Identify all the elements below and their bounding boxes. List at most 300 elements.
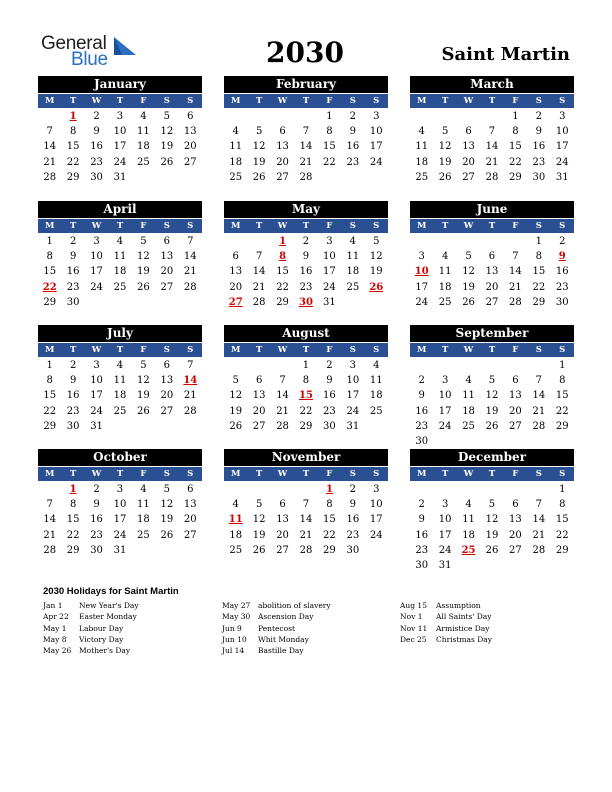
- empty-day-cell: [457, 109, 480, 124]
- weekday-label: W: [277, 96, 288, 106]
- country-name: Saint Martin: [441, 44, 570, 65]
- empty-day-cell: [38, 109, 61, 124]
- day-cell: 9: [418, 390, 425, 402]
- day-cell: 21: [485, 156, 499, 168]
- holiday-entry: [222, 601, 331, 612]
- day-cell: 12: [137, 375, 150, 387]
- holiday-day-cell: 1: [279, 236, 287, 247]
- empty-day-cell: [224, 482, 247, 497]
- month-july: [38, 325, 202, 434]
- day-cell: 13: [276, 141, 289, 153]
- empty-day-cell: [247, 234, 270, 249]
- day-cell: 30: [555, 296, 569, 308]
- weekday-label: F: [140, 221, 147, 231]
- day-cell: 21: [276, 405, 289, 417]
- day-cell: 4: [116, 360, 124, 371]
- day-cell: 2: [559, 236, 566, 247]
- weekday-label: T: [116, 96, 124, 106]
- day-cell: 23: [346, 529, 360, 541]
- day-cell: 2: [93, 484, 100, 495]
- holiday-day-cell: 15: [299, 390, 313, 402]
- day-cell: 15: [276, 266, 289, 278]
- empty-day-cell: [224, 109, 247, 124]
- day-cell: 14: [532, 514, 546, 526]
- day-cell: 24: [90, 281, 103, 293]
- holidays-column: [222, 601, 331, 657]
- weekday-label: W: [277, 345, 288, 355]
- holiday-entry: [222, 624, 331, 635]
- weekday-label: S: [163, 221, 170, 231]
- month-title: January: [38, 76, 202, 93]
- day-cell: 22: [509, 156, 522, 168]
- day-cell: 14: [485, 141, 499, 153]
- holiday-day-cell: 30: [299, 296, 313, 308]
- day-cell: 2: [418, 375, 425, 387]
- day-cell: 30: [66, 420, 80, 432]
- day-cell: 20: [462, 156, 475, 168]
- day-cell: 14: [509, 266, 522, 278]
- day-cell: 18: [462, 529, 475, 541]
- day-cell: 28: [276, 420, 289, 432]
- empty-day-cell: [480, 234, 503, 249]
- month-title: October: [38, 449, 202, 466]
- day-cell: 31: [438, 559, 452, 571]
- weekday-label: T: [441, 345, 449, 355]
- day-cell: 19: [252, 529, 266, 541]
- day-cell: 23: [415, 544, 429, 556]
- day-cell: 19: [137, 390, 150, 402]
- day-cell: 17: [90, 390, 103, 402]
- day-cell: 17: [369, 141, 383, 153]
- day-cell: 6: [163, 236, 171, 247]
- day-cell: 3: [373, 111, 380, 122]
- day-cell: 29: [299, 420, 313, 432]
- day-cell: 13: [485, 266, 499, 278]
- day-cell: 9: [69, 251, 77, 263]
- day-cell: 29: [276, 296, 289, 308]
- day-cell: 25: [462, 420, 475, 432]
- weekday-label: T: [302, 469, 310, 479]
- weekday-label: T: [116, 345, 124, 355]
- weekday-label: S: [559, 345, 566, 355]
- weekday-label: S: [349, 96, 356, 106]
- day-cell: 13: [183, 499, 197, 511]
- day-cell: 23: [90, 156, 103, 168]
- day-cell: 7: [46, 499, 53, 511]
- day-cell: 29: [555, 544, 569, 556]
- weekday-header: [410, 219, 574, 233]
- day-cell: 26: [485, 420, 499, 432]
- empty-day-cell: [457, 358, 480, 373]
- day-cell: 24: [113, 529, 127, 541]
- day-cell: 30: [346, 544, 360, 556]
- holiday-entry: [222, 635, 331, 646]
- day-cell: 21: [183, 390, 197, 402]
- day-cell: 5: [163, 484, 171, 495]
- weekday-label: W: [463, 345, 474, 355]
- day-cell: 27: [160, 405, 174, 417]
- day-cell: 19: [137, 266, 150, 278]
- day-cell: 9: [93, 126, 100, 138]
- day-cell: 17: [113, 141, 127, 153]
- day-cell: 26: [137, 281, 150, 293]
- empty-day-cell: [433, 234, 456, 249]
- weekday-label: F: [512, 221, 519, 231]
- day-cell: 23: [532, 156, 546, 168]
- holiday-name: Bastille Day: [258, 646, 304, 656]
- day-cell: 28: [532, 420, 546, 432]
- day-cell: 21: [299, 156, 313, 168]
- day-cell: 15: [66, 141, 80, 153]
- day-cell: 28: [183, 281, 197, 293]
- weekday-label: M: [417, 469, 427, 479]
- weekday-label: S: [559, 469, 566, 479]
- holiday-day-cell: 27: [228, 296, 243, 308]
- day-cell: 4: [373, 360, 380, 371]
- holiday-day-cell: 14: [183, 375, 198, 387]
- day-cell: 10: [438, 390, 452, 402]
- day-cell: 18: [415, 156, 429, 168]
- weekday-label: S: [163, 96, 170, 106]
- day-cell: 22: [323, 529, 336, 541]
- calendar-year: 2030: [266, 36, 344, 69]
- day-cell: 26: [252, 544, 266, 556]
- day-cell: 3: [441, 499, 449, 511]
- day-cell: 29: [43, 296, 57, 308]
- day-cell: 20: [183, 514, 197, 526]
- day-cell: 31: [113, 544, 127, 556]
- day-cell: 14: [183, 251, 197, 263]
- day-cell: 22: [555, 405, 569, 417]
- day-cell: 12: [160, 126, 174, 138]
- day-cell: 6: [232, 251, 239, 263]
- day-cell: 18: [369, 390, 383, 402]
- day-cell: 8: [535, 251, 543, 263]
- holiday-entry: [222, 646, 331, 657]
- empty-day-cell: [480, 482, 503, 497]
- day-cell: 24: [346, 405, 360, 417]
- holiday-date: Apr 22: [43, 612, 69, 622]
- holidays-title: 2030 Holidays for Saint Martin: [43, 586, 179, 597]
- day-cell: 29: [66, 544, 80, 556]
- day-cell: 8: [326, 499, 333, 511]
- weekday-label: W: [463, 96, 474, 106]
- empty-day-cell: [247, 109, 270, 124]
- empty-day-cell: [410, 109, 433, 124]
- day-cell: 23: [323, 405, 336, 417]
- day-cell: 13: [183, 126, 197, 138]
- day-grid: [410, 358, 574, 449]
- day-cell: 16: [66, 266, 80, 278]
- day-cell: 21: [43, 529, 57, 541]
- day-grid: [38, 109, 202, 185]
- day-cell: 18: [346, 266, 360, 278]
- day-cell: 7: [187, 236, 194, 247]
- day-cell: 2: [326, 360, 333, 371]
- day-cell: 2: [93, 111, 100, 122]
- holiday-day-cell: 1: [69, 111, 77, 122]
- weekday-label: T: [302, 221, 310, 231]
- holiday-day-cell: 25: [461, 544, 476, 556]
- day-cell: 3: [373, 484, 380, 495]
- day-cell: 18: [229, 156, 243, 168]
- day-cell: 1: [46, 236, 53, 247]
- day-cell: 6: [488, 251, 496, 263]
- day-cell: 12: [438, 141, 452, 153]
- day-cell: 29: [509, 171, 522, 183]
- day-cell: 14: [43, 141, 57, 153]
- empty-day-cell: [247, 482, 270, 497]
- weekday-label: W: [463, 221, 474, 231]
- day-cell: 28: [43, 544, 57, 556]
- day-cell: 17: [438, 405, 452, 417]
- day-cell: 9: [349, 126, 357, 138]
- weekday-label: F: [326, 345, 333, 355]
- holiday-date: Aug 15: [400, 601, 427, 610]
- day-cell: 4: [418, 126, 425, 138]
- weekday-label: W: [91, 221, 102, 231]
- day-cell: 24: [438, 420, 452, 432]
- holiday-name: Whit Monday: [258, 634, 309, 644]
- empty-day-cell: [504, 234, 527, 249]
- day-cell: 2: [302, 236, 310, 247]
- day-cell: 10: [323, 251, 336, 263]
- day-cell: 7: [302, 126, 310, 138]
- day-cell: 4: [349, 236, 357, 247]
- day-cell: 19: [485, 529, 499, 541]
- day-cell: 22: [299, 405, 313, 417]
- day-cell: 25: [137, 156, 150, 168]
- day-cell: 6: [163, 360, 171, 371]
- day-cell: 20: [509, 529, 522, 541]
- day-cell: 16: [66, 390, 80, 402]
- day-cell: 13: [252, 390, 266, 402]
- day-cell: 28: [485, 171, 499, 183]
- holiday-date: Jul 14: [222, 646, 245, 656]
- day-cell: 14: [276, 390, 289, 402]
- weekday-label: T: [69, 469, 77, 479]
- weekday-label: F: [140, 345, 147, 355]
- day-cell: 8: [559, 499, 566, 511]
- day-cell: 24: [369, 156, 383, 168]
- day-cell: 30: [415, 435, 429, 447]
- day-cell: 13: [229, 266, 243, 278]
- weekday-label: S: [373, 221, 380, 231]
- weekday-label: M: [231, 345, 241, 355]
- day-grid: [410, 234, 574, 310]
- day-cell: 25: [137, 529, 150, 541]
- weekday-label: S: [349, 469, 356, 479]
- empty-day-cell: [527, 482, 550, 497]
- day-cell: 28: [509, 296, 522, 308]
- day-cell: 31: [346, 420, 360, 432]
- month-november: [224, 449, 388, 558]
- day-cell: 6: [465, 126, 472, 138]
- day-cell: 23: [299, 281, 313, 293]
- day-cell: 11: [415, 141, 429, 153]
- day-cell: 17: [346, 390, 360, 402]
- day-cell: 11: [438, 266, 452, 278]
- day-cell: 16: [299, 266, 313, 278]
- day-cell: 30: [90, 544, 103, 556]
- weekday-label: W: [91, 469, 102, 479]
- day-cell: 1: [512, 111, 519, 122]
- empty-day-cell: [480, 109, 503, 124]
- day-cell: 20: [485, 281, 499, 293]
- day-cell: 14: [43, 514, 57, 526]
- weekday-label: S: [535, 221, 542, 231]
- day-cell: 15: [323, 514, 336, 526]
- day-cell: 20: [160, 266, 174, 278]
- day-cell: 10: [346, 375, 360, 387]
- weekday-label: T: [441, 221, 449, 231]
- day-cell: 2: [349, 111, 357, 122]
- weekday-label: M: [231, 221, 241, 231]
- day-cell: 3: [349, 360, 357, 371]
- day-cell: 9: [93, 499, 100, 511]
- day-cell: 26: [485, 544, 499, 556]
- day-cell: 7: [255, 251, 263, 263]
- month-title: September: [410, 325, 574, 342]
- day-cell: 6: [512, 499, 519, 511]
- day-cell: 8: [302, 375, 310, 387]
- empty-day-cell: [457, 482, 480, 497]
- holiday-name: All Saints' Day: [436, 612, 492, 622]
- day-cell: 2: [69, 236, 77, 247]
- holiday-date: Jun 9: [222, 623, 242, 633]
- day-cell: 29: [43, 420, 57, 432]
- day-cell: 10: [369, 126, 383, 138]
- day-grid: [38, 234, 202, 310]
- holiday-name: Mother's Day: [79, 646, 131, 656]
- holiday-date: Nov 11: [400, 623, 428, 633]
- day-cell: 15: [66, 514, 80, 526]
- day-cell: 10: [90, 375, 103, 387]
- day-grid: [224, 234, 388, 310]
- day-cell: 26: [462, 296, 475, 308]
- day-cell: 6: [512, 375, 519, 387]
- holiday-entry: [400, 601, 492, 612]
- day-cell: 27: [183, 156, 197, 168]
- weekday-label: S: [535, 345, 542, 355]
- month-title: February: [224, 76, 388, 93]
- month-title: May: [224, 201, 388, 218]
- month-title: April: [38, 201, 202, 218]
- day-cell: 10: [369, 499, 383, 511]
- day-cell: 24: [555, 156, 569, 168]
- day-grid: [38, 482, 202, 558]
- day-cell: 16: [90, 514, 103, 526]
- holiday-day-cell: 8: [279, 251, 287, 263]
- day-cell: 25: [415, 171, 429, 183]
- day-cell: 5: [255, 126, 263, 138]
- day-cell: 13: [462, 141, 475, 153]
- day-cell: 12: [252, 514, 266, 526]
- holiday-date: May 1: [43, 623, 67, 633]
- day-cell: 27: [485, 296, 499, 308]
- day-cell: 1: [559, 360, 566, 371]
- weekday-label: T: [488, 345, 496, 355]
- day-cell: 20: [160, 390, 174, 402]
- holidays-column: [400, 601, 492, 646]
- day-cell: 16: [415, 529, 429, 541]
- day-cell: 16: [323, 390, 336, 402]
- generalblue-logo: [41, 33, 141, 69]
- day-cell: 22: [555, 529, 569, 541]
- day-cell: 26: [137, 405, 150, 417]
- day-cell: 20: [252, 405, 266, 417]
- day-cell: 25: [113, 281, 127, 293]
- weekday-label: S: [559, 96, 566, 106]
- weekday-label: W: [91, 96, 102, 106]
- day-cell: 6: [279, 126, 286, 138]
- day-cell: 26: [160, 529, 174, 541]
- weekday-label: S: [373, 469, 380, 479]
- day-cell: 15: [555, 390, 569, 402]
- empty-day-cell: [224, 358, 247, 373]
- day-cell: 15: [555, 514, 569, 526]
- day-cell: 24: [323, 281, 336, 293]
- day-cell: 13: [509, 390, 522, 402]
- weekday-label: F: [326, 96, 333, 106]
- empty-day-cell: [527, 358, 550, 373]
- holiday-day-cell: 1: [69, 484, 77, 495]
- day-cell: 10: [113, 499, 127, 511]
- holiday-day-cell: 9: [558, 251, 566, 263]
- day-cell: 27: [252, 420, 266, 432]
- day-cell: 19: [160, 141, 174, 153]
- day-cell: 17: [90, 266, 103, 278]
- day-cell: 4: [232, 126, 239, 138]
- empty-day-cell: [271, 109, 294, 124]
- day-cell: 7: [187, 360, 194, 371]
- holiday-date: May 27: [222, 601, 251, 610]
- empty-day-cell: [271, 482, 294, 497]
- day-cell: 30: [90, 171, 103, 183]
- day-cell: 24: [90, 405, 103, 417]
- day-cell: 12: [485, 514, 499, 526]
- weekday-label: T: [255, 345, 263, 355]
- day-cell: 30: [66, 296, 80, 308]
- day-cell: 27: [276, 171, 289, 183]
- holiday-date: Dec 25: [400, 634, 427, 644]
- day-cell: 6: [187, 484, 194, 495]
- holiday-day-cell: 10: [414, 266, 429, 278]
- day-cell: 21: [532, 405, 546, 417]
- day-cell: 3: [441, 375, 449, 387]
- day-cell: 18: [113, 266, 127, 278]
- day-cell: 30: [323, 420, 336, 432]
- weekday-label: W: [277, 469, 288, 479]
- month-october: [38, 449, 202, 558]
- empty-day-cell: [504, 482, 527, 497]
- day-cell: 19: [438, 156, 452, 168]
- day-cell: 1: [46, 360, 53, 371]
- day-cell: 21: [43, 156, 57, 168]
- day-cell: 28: [43, 171, 57, 183]
- day-cell: 18: [137, 141, 150, 153]
- day-cell: 9: [349, 499, 357, 511]
- day-cell: 22: [532, 281, 546, 293]
- day-cell: 25: [113, 405, 127, 417]
- day-cell: 27: [509, 420, 522, 432]
- day-cell: 1: [302, 360, 310, 371]
- day-cell: 23: [90, 529, 103, 541]
- holiday-name: Armistice Day: [436, 623, 490, 633]
- empty-day-cell: [224, 234, 247, 249]
- empty-day-cell: [410, 482, 433, 497]
- weekday-label: M: [417, 96, 427, 106]
